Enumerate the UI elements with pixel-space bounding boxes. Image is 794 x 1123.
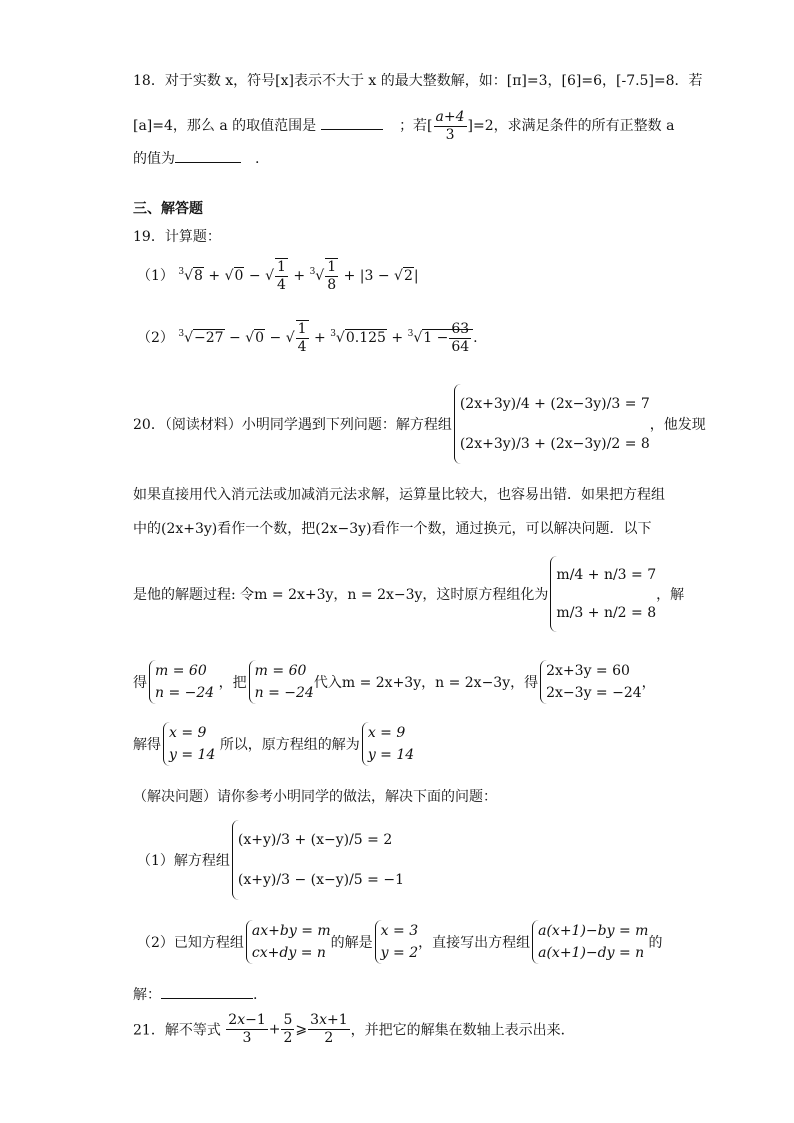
- q20-intro: 20．（阅读材料）小明同学遇到下列问题：解方程组 (2x+3y)/4 + (2x−3y)/3 = 7 (2x+3y)/3 + (2x−3y)/2 = 8 ，他发现: [133, 384, 706, 464]
- answer-blank[interactable]: [175, 162, 241, 163]
- equation-system: m/4 + n/3 = 7 m/3 + n/2 = 8: [550, 556, 656, 632]
- q20-problem-intro: （解决问题）请你参考小明同学的做法，解决下面的问题：: [133, 789, 497, 805]
- equation-system: (x+y)/3 + (x−y)/5 = 2 (x+y)/3 − (x−y)/5 = −1: [232, 820, 404, 900]
- q20-line-result: 解得 x = 9 y = 14 所以，原方程组的解为 x = 9 y = 14: [133, 722, 414, 766]
- q19-part2: （2） $^3$√−27 − √0 − √ $\frac{1}{4}$ + $^3$√0.125 + $^3$√1 − $\frac{63}{64}$ .: [137, 320, 478, 355]
- equation-system: ax+by = m cx+dy = n: [246, 920, 331, 964]
- equation-system: m = 60 n = −24: [249, 660, 314, 704]
- q20-part2: （2）已知方程组 ax+by = m cx+dy = n 的解是 x = 3 y = 2 ，直接写出方程组 a(x+1)−by = m a(x+1)−dy = n 的: [137, 920, 662, 964]
- q19-part1: （1） $^3$√8 + √0 − √ $\frac{1}{4}$ + $^3$√ $\frac{1}{8}$ + |3 − √2|: [137, 259, 419, 293]
- equation-system: m = 60 n = −24: [149, 660, 214, 704]
- fraction: $\frac{a+4}{3}$: [435, 108, 465, 143]
- answer-blank[interactable]: [321, 129, 383, 130]
- q21: 21．解不等式 $\frac{2x-1}{3}$ + $\frac{5}{2}$ ⩾ $\frac{3x+1}{2}$ ，并把它的解集在数轴上表示出来．: [133, 1012, 575, 1046]
- equation-system: x = 9 y = 14: [163, 722, 215, 766]
- equation-system: x = 3 y = 2: [375, 920, 418, 964]
- equation-system: (2x+3y)/4 + (2x−3y)/3 = 7 (2x+3y)/3 + (2x−3y)/2 = 8: [454, 384, 650, 464]
- q18-line3: 的值为 .: [133, 151, 260, 167]
- answer-blank[interactable]: [161, 998, 253, 999]
- q18-line1: 18．对于实数 x，符号[x]表示不大于 x 的最大整数解，如：[π]=3，[6]=6，[-7.5]=8．若: [133, 73, 703, 89]
- equation-system: 2x+3y = 60 2x−3y = −24: [540, 660, 642, 704]
- q19-title: 19．计算题：: [133, 229, 221, 245]
- q18-line2: [a]=4，那么 a 的取值范围是 ；若[ $\frac{a+4}{3}$ ]=2，求满足条件的所有正整数 a: [133, 108, 675, 143]
- q20-line-solution: 得 m = 60 n = −24 ，把 m = 60 n = −24 代入m = 2x+3y，n = 2x−3y，得 2x+3y = 60 2x−3y = −24 ，: [133, 660, 656, 704]
- equation-system: x = 9 y = 14: [362, 722, 414, 766]
- equation-system: a(x+1)−by = m a(x+1)−dy = n: [532, 920, 648, 964]
- q20-para2: 中的(2x+3y)看作一个数，把(2x−3y)看作一个数，通过换元，可以解决问题．以下: [133, 521, 652, 537]
- section-title: 三、解答题: [133, 201, 203, 217]
- q20-para3: 是他的解题过程: 令m = 2x+3y，n = 2x−3y，这时原方程组化为 m/4 + n/3 = 7 m/3 + n/2 = 8 ，解: [133, 556, 684, 632]
- q20-para1: 如果直接用代入消元法或加减消元法求解，运算量比较大，也容易出错．如果把方程组: [133, 487, 665, 503]
- q20-answer-line: 解： .: [133, 987, 258, 1003]
- q20-part1: （1）解方程组 (x+y)/3 + (x−y)/5 = 2 (x+y)/3 − (x−y)/5 = −1: [137, 820, 404, 900]
